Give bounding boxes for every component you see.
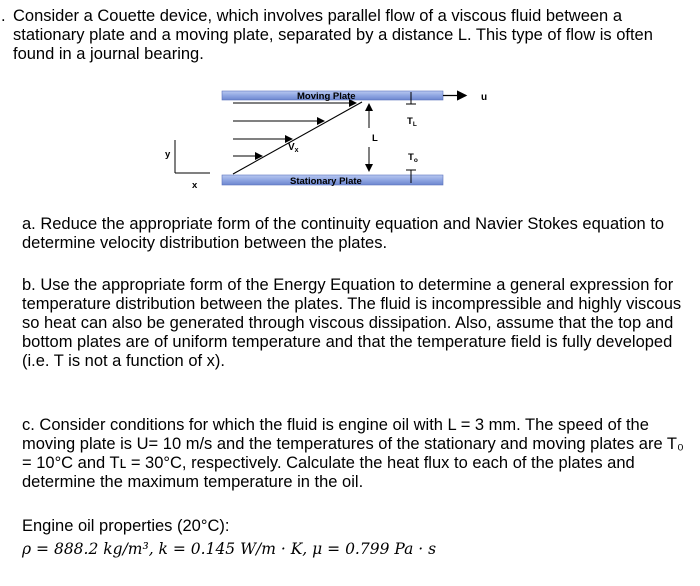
problem-intro: Consider a Couette device, which involves parallel flow of a viscous fluid between a stationary plate and a moving plate, separated by a distance L. This type of flow is often found in a journal bearing. [13,7,653,63]
top-temp-label: $T_L$ [407,116,417,128]
bullet-mark: . [1,7,6,25]
couette-flow-diagram [0,0,700,200]
part-a-text: a. Reduce the appropriate form of the continuity equation and Navier Stokes equation to determine velocity distribution between the plates. [22,215,665,252]
bottom-temp-label: $T_o$ [408,152,418,164]
part-b-text: b. Use the appropriate form of the Energy Equation to determine a general expression for temperature distribution between the plates. The fluid is incompressible and highly viscous so heat can also be generated through viscous dissipation. Also, assume that the top and bottom plates are of uniform temperature and that the temperature field is fully developed (i.e. T is not a function of x). [22,276,682,370]
properties-title: Engine oil properties (20°C): [22,517,230,535]
moving-plate-label: Moving Plate [297,91,356,102]
plate-velocity-label: u [481,92,488,103]
part-c-text: c. Consider conditions for which the fluid is engine oil with L = 3 mm. The speed of the moving plate is U= 10 m/s and the temperatures of the stationary and moving plates are T₀ = 10°C and Tʟ = 30°C, respectively. Calculate the heat flux to each of the plates and determine the maximum temperature in the oil. [22,416,684,491]
velocity-profile-line [233,102,362,174]
x-axis-label: x [192,180,198,191]
gap-label: L [372,133,378,144]
stationary-plate-label: Stationary Plate [290,176,362,187]
y-axis-label: y [165,149,171,160]
properties-equation: ρ = 888.2 kg/m³, k = 0.145 W/m · K, μ = 0.799 Pa · s [22,540,437,558]
vx-label: $V_x$ [288,142,299,154]
